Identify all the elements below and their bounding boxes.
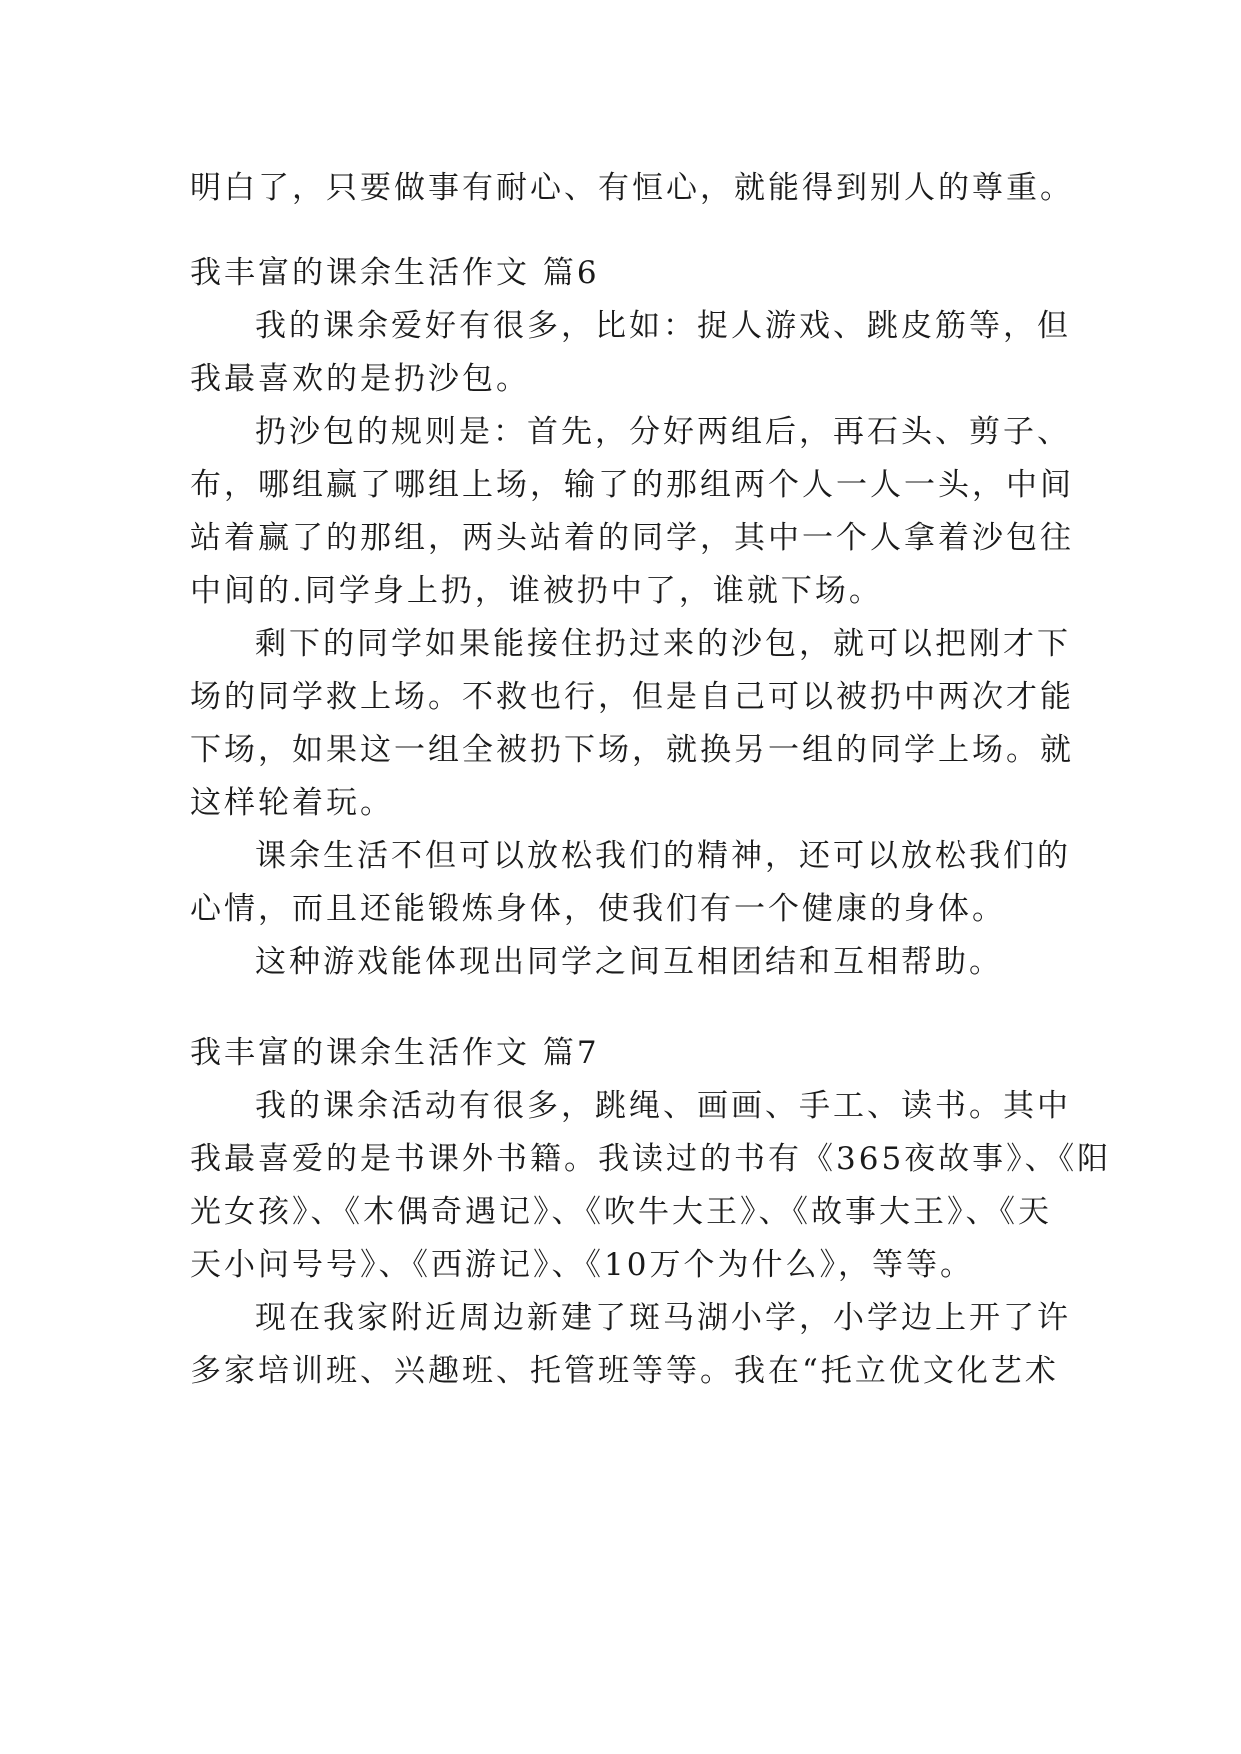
text-line: 明白了，只要做事有耐心、有恒心，就能得到别人的尊重。 bbox=[190, 170, 1074, 206]
text-line: 光女孩》、《木偶奇遇记》、《吹牛大王》、《故事大王》、《天 bbox=[190, 1194, 1052, 1230]
section-heading: 我丰富的课余生活作文 篇6 bbox=[190, 255, 600, 291]
text-line: 这种游戏能体现出同学之间互相团结和互相帮助。 bbox=[255, 944, 1003, 980]
text-line: 我最喜爱的是书课外书籍。我读过的书有《365夜故事》、《阳 bbox=[190, 1141, 1112, 1177]
text-line: 天小问号号》、《西游记》、《10万个为什么》，等等。 bbox=[190, 1247, 974, 1283]
text-line: 下场，如果这一组全被扔下场，就换另一组的同学上场。就 bbox=[190, 732, 1074, 768]
text-line: 多家培训班、兴趣班、托管班等等。我在“托立优文化艺术 bbox=[190, 1353, 1059, 1389]
text-line: 中间的.同学身上扔，谁被扔中了，谁就下场。 bbox=[190, 573, 883, 609]
text-line: 我的课余爱好有很多，比如：捉人游戏、跳皮筋等，但 bbox=[255, 308, 1071, 344]
text-line: 剩下的同学如果能接住扔过来的沙包，就可以把刚才下 bbox=[255, 626, 1071, 662]
text-line: 布，哪组赢了哪组上场，输了的那组两个人一人一头，中间 bbox=[190, 467, 1074, 503]
text-line: 扔沙包的规则是：首先，分好两组后，再石头、剪子、 bbox=[255, 414, 1071, 450]
text-line: 我的课余活动有很多，跳绳、画画、手工、读书。其中 bbox=[255, 1088, 1071, 1124]
text-line: 课余生活不但可以放松我们的精神，还可以放松我们的 bbox=[255, 838, 1071, 874]
text-line: 心情，而且还能锻炼身体，使我们有一个健康的身体。 bbox=[190, 891, 1006, 927]
text-line: 场的同学救上场。不救也行，但是自己可以被扔中两次才能 bbox=[190, 679, 1074, 715]
section-heading: 我丰富的课余生活作文 篇7 bbox=[190, 1035, 600, 1071]
text-line: 这样轮着玩。 bbox=[190, 785, 394, 821]
text-line: 我最喜欢的是扔沙包。 bbox=[190, 361, 530, 397]
text-line: 现在我家附近周边新建了斑马湖小学，小学边上开了许 bbox=[255, 1300, 1071, 1336]
text-line: 站着赢了的那组，两头站着的同学，其中一个人拿着沙包往 bbox=[190, 520, 1074, 556]
